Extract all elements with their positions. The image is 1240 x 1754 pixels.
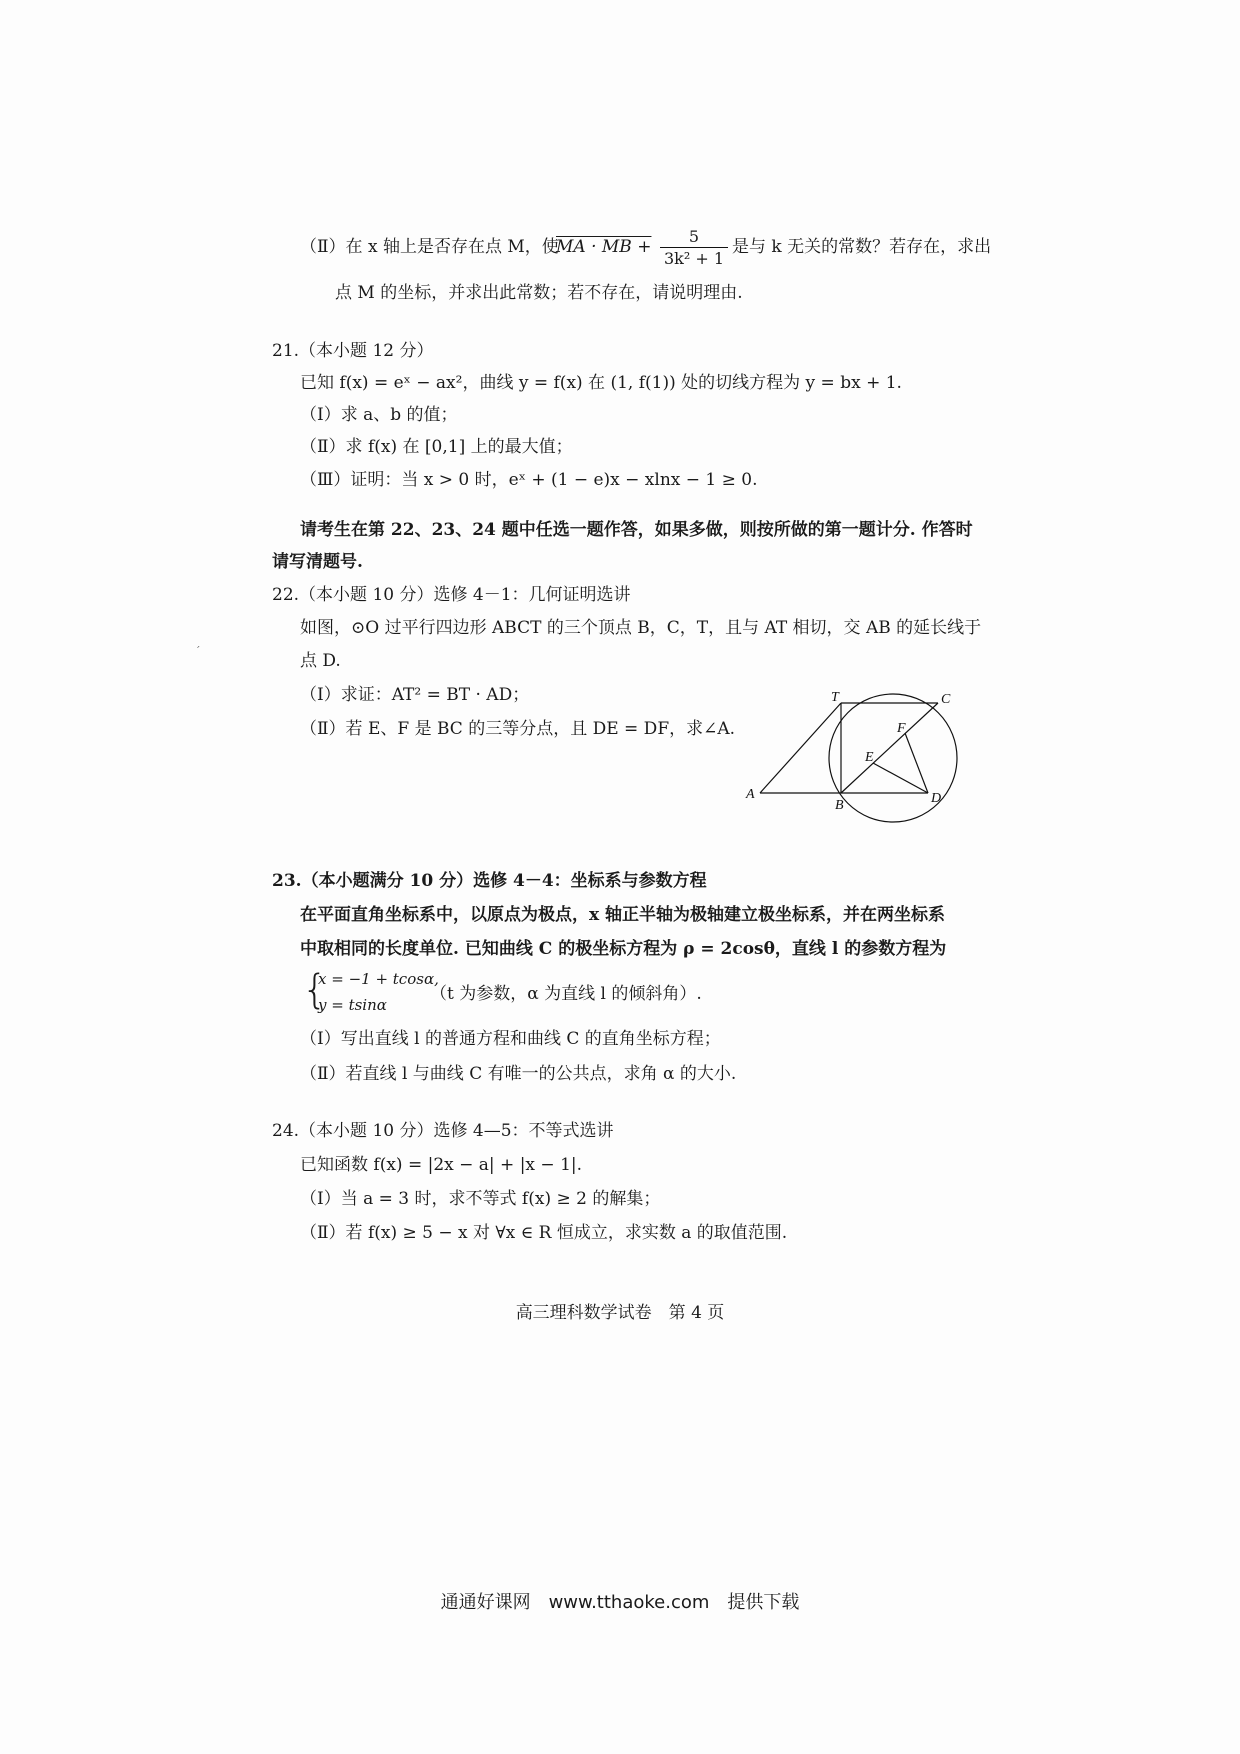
q22-geometry-figure [745, 690, 975, 830]
q20-part2-line1b: 是与 k 无关的常数？若存在，求出 [732, 237, 992, 257]
label-F: F [897, 721, 906, 736]
q20-fraction [660, 227, 728, 268]
segment-DE [873, 763, 928, 793]
q23-param-note: （t 为参数，α 为直线 l 的倾斜角）. [430, 984, 702, 1004]
q23-stem-line2: 中取相同的长度单位. 已知曲线 C 的极坐标方程为 ρ = 2cosθ，直线 l 的参数方程为 [300, 939, 947, 959]
scan-speck: ˊ [195, 645, 201, 658]
download-source-footer: 通通好课网 www.tthaoke.com 提供下载 [440, 1592, 800, 1613]
page-footer: 高三理科数学试卷 第 4 页 [515, 1303, 725, 1323]
q23-part1: （Ⅰ）写出直线 l 的普通方程和曲线 C 的直角坐标方程； [300, 1029, 721, 1049]
q24-heading: 24.（本小题 10 分）选修 4—5：不等式选讲 [272, 1121, 614, 1141]
q20-part2-line1a: （Ⅱ）在 x 轴上是否存在点 M，使 [300, 237, 559, 257]
q23-param-eq-x: x = −1 + tcosα, [318, 970, 439, 988]
q20-vector-expression: MA · MB + [556, 237, 652, 257]
q21-heading: 21.（本小题 12 分） [272, 341, 434, 361]
q21-part2: （Ⅱ）求 f(x) 在 [0,1] 上的最大值； [300, 437, 573, 457]
q24-stem: 已知函数 f(x) = |2x − a| + |x − 1|. [300, 1155, 583, 1175]
q23-part2: （Ⅱ）若直线 l 与曲线 C 有唯一的公共点，求角 α 的大小. [300, 1064, 737, 1084]
label-E: E [865, 750, 874, 765]
label-D: D [931, 791, 942, 806]
segment-DF [905, 733, 928, 793]
q23-heading: 23.（本小题满分 10 分）选修 4－4：坐标系与参数方程 [272, 871, 707, 891]
q23-param-eq-y: y = tsinα [318, 996, 387, 1014]
label-T: T [831, 690, 839, 705]
q21-part1: （Ⅰ）求 a、b 的值； [300, 405, 458, 425]
label-C: C [941, 692, 951, 707]
q24-part2: （Ⅱ）若 f(x) ≥ 5 − x 对 ∀x ∈ R 恒成立，求实数 a 的取值范围. [300, 1223, 788, 1243]
choose-one-notice-line2: 请写清题号. [272, 552, 363, 572]
q22-stem-line1: 如图，⊙O 过平行四边形 ABCT 的三个顶点 B，C，T，且与 AT 相切，交 AB 的延长线于 [300, 618, 982, 638]
q21-part3: （Ⅲ）证明：当 x > 0 时，eˣ + (1 − e)x − xlnx − 1 ≥ 0. [300, 470, 758, 490]
q23-stem-line1: 在平面直角坐标系中，以原点为极点，x 轴正半轴为极轴建立极坐标系，并在两坐标系 [300, 905, 946, 925]
choose-one-notice-line1: 请考生在第 22、23、24 题中任选一题作答，如果多做，则按所做的第一题计分. 作答时 [300, 520, 973, 540]
q22-heading: 22.（本小题 10 分）选修 4－1：几何证明选讲 [272, 585, 631, 605]
label-A: A [746, 787, 755, 802]
q22-part1: （Ⅰ）求证：AT² = BT · AD； [300, 685, 530, 705]
q22-part2: （Ⅱ）若 E、F 是 BC 的三等分点，且 DE = DF，求∠A. [300, 719, 736, 739]
q24-part1: （Ⅰ）当 a = 3 时，求不等式 f(x) ≥ 2 的解集； [300, 1189, 661, 1209]
system-brace: { [302, 967, 328, 1013]
q20-part2-line2: 点 M 的坐标，并求出此常数；若不存在，请说明理由. [335, 283, 743, 303]
q20-fraction-denominator: 3k² + 1 [663, 249, 725, 268]
segment-AT [760, 703, 841, 793]
q22-stem-line2: 点 D. [300, 651, 341, 671]
q21-stem: 已知 f(x) = eˣ − ax²，曲线 y = f(x) 在 (1, f(1)) 处的切线方程为 y = bx + 1. [300, 373, 902, 393]
q20-fraction-numerator: 5 [660, 227, 728, 248]
label-B: B [835, 798, 844, 813]
